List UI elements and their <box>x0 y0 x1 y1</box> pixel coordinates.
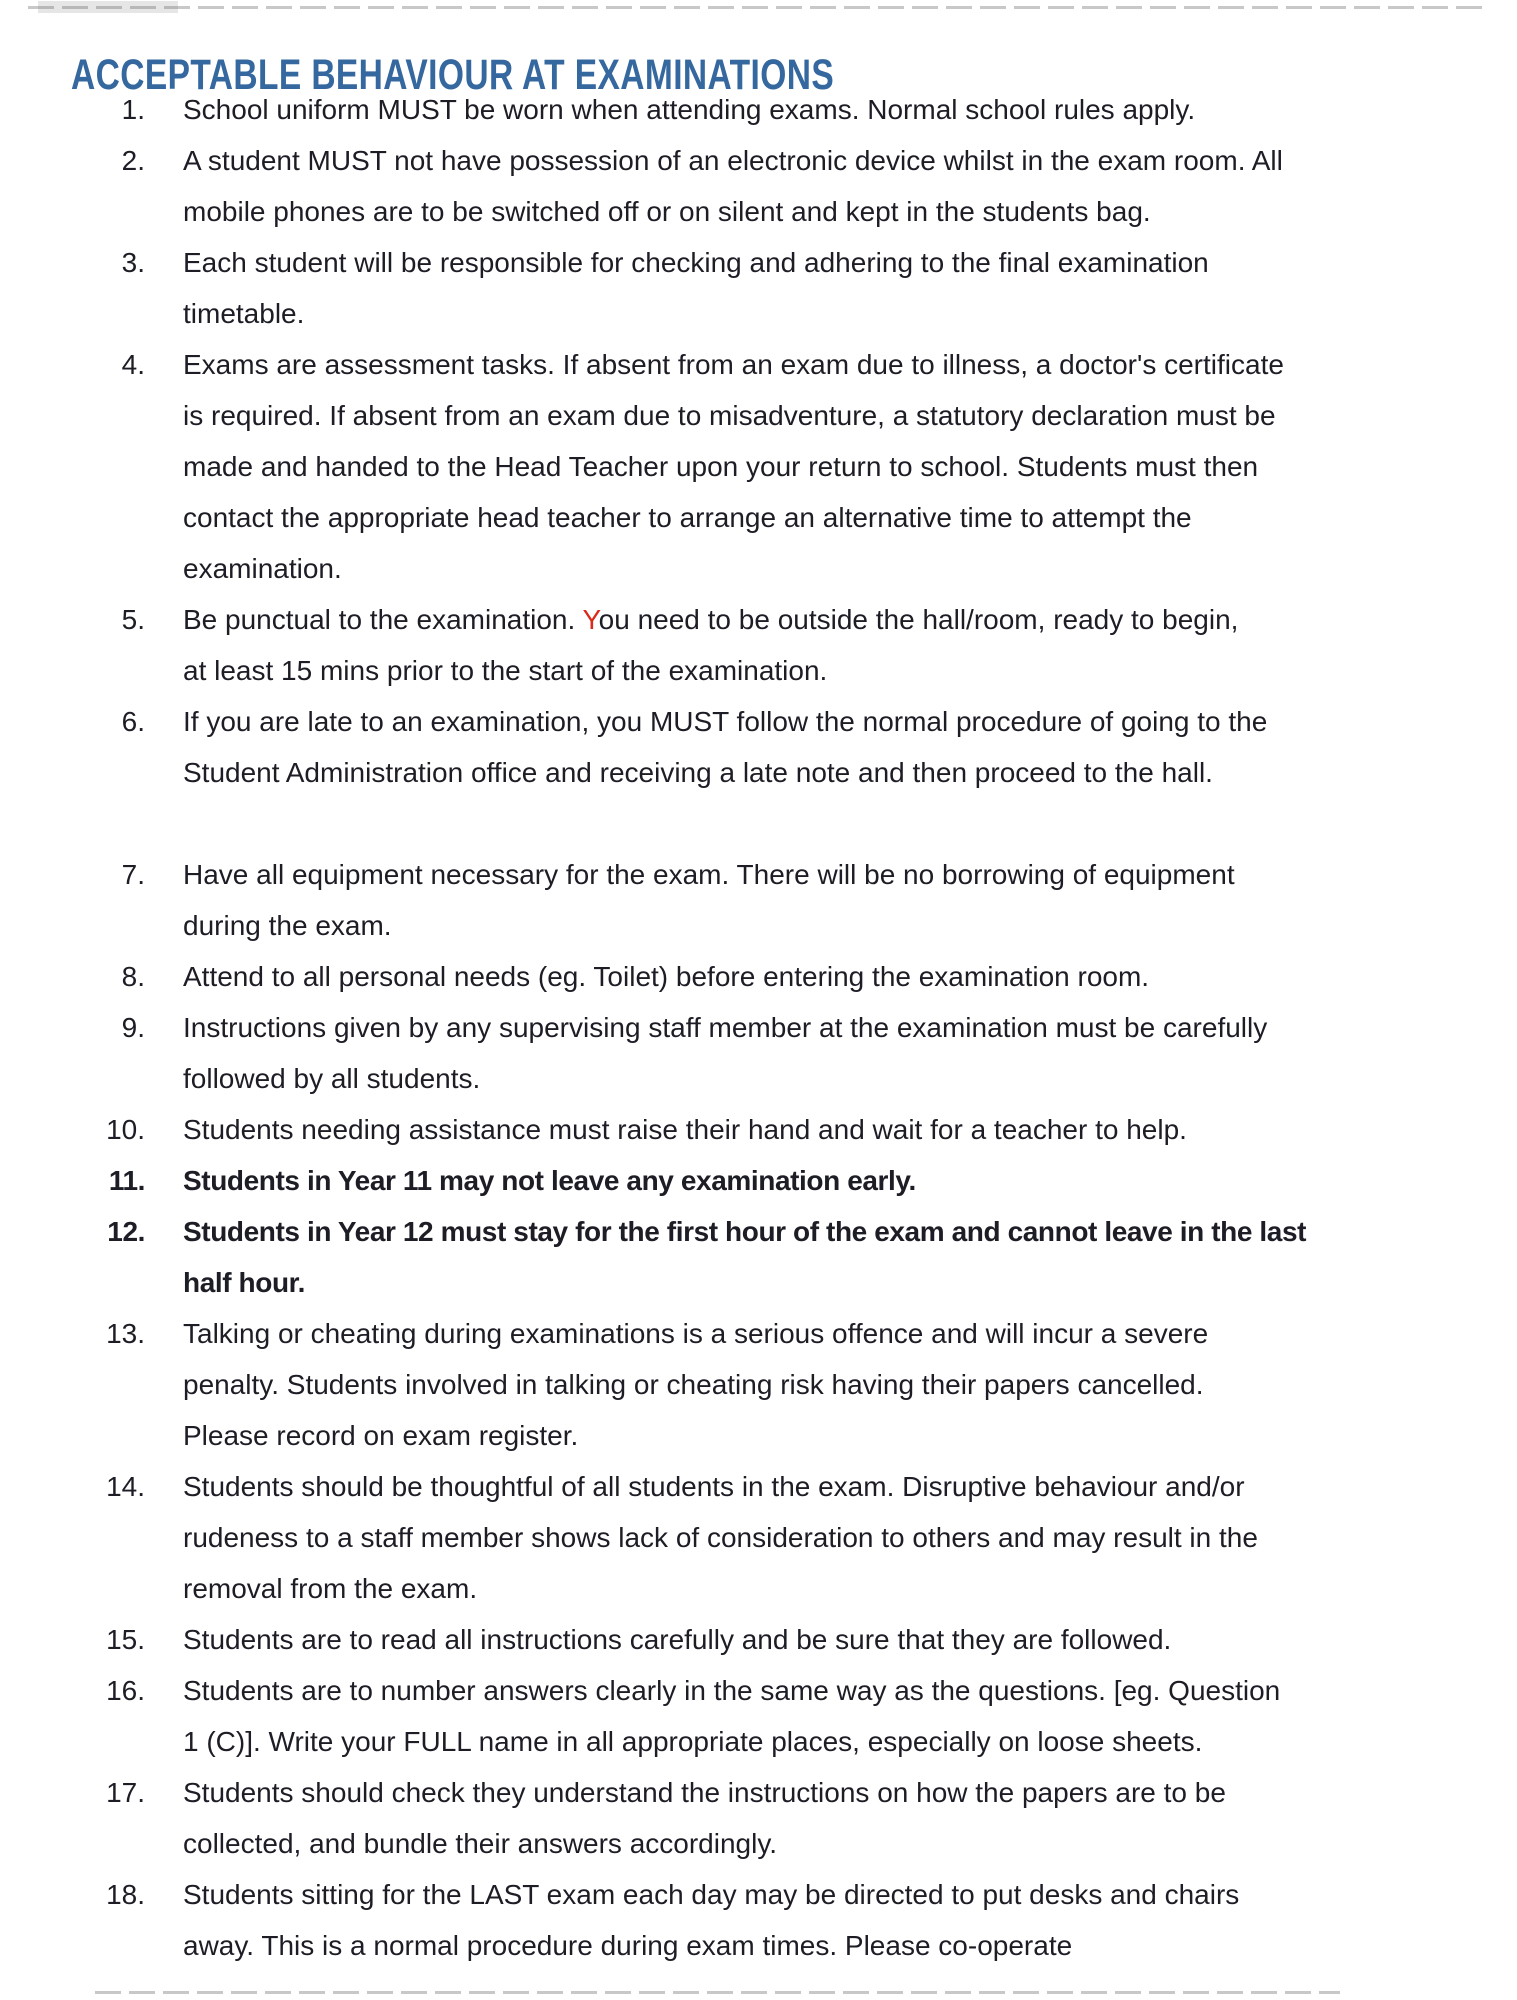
text-line: Attend to all personal needs (eg. Toilet) before entering the examination room. <box>183 961 1150 992</box>
item-number: 11. <box>108 1165 145 1196</box>
item-number: 9. <box>121 1012 145 1043</box>
list-item <box>0 594 1517 696</box>
item-text <box>183 951 1517 1002</box>
list-item <box>0 84 1517 135</box>
text-line: Students are to read all instructions carefully and be sure that they are followed. <box>183 1624 1172 1655</box>
item-number: 8. <box>121 961 145 992</box>
rules-list <box>0 84 1517 1971</box>
text-line: Exams are assessment tasks. If absent from an exam due to illness, a doctor's certificate <box>183 349 1284 380</box>
list-item <box>0 951 1517 1002</box>
text-line: Students should check they understand the instructions on how the papers are to be <box>183 1777 1226 1808</box>
text-line: collected, and bundle their answers accordingly. <box>183 1828 778 1859</box>
list-item <box>0 696 1517 798</box>
list-item <box>0 1206 1517 1308</box>
item-number: 3. <box>121 247 145 278</box>
item-text <box>183 849 1517 951</box>
text-line: Students needing assistance must raise their hand and wait for a teacher to help. <box>183 1114 1187 1145</box>
list-item <box>0 1104 1517 1155</box>
list-item <box>0 1002 1517 1104</box>
text-line: A student MUST not have possession of an electronic device whilst in the exam room. All <box>183 145 1283 176</box>
text-line: at least 15 mins prior to the start of the examination. <box>183 655 828 686</box>
list-item <box>0 237 1517 339</box>
item-text <box>183 696 1517 798</box>
text-line: Students should be thoughtful of all students in the exam. Disruptive behaviour and/or <box>183 1471 1245 1502</box>
item-text <box>183 84 1517 135</box>
item-text <box>183 1665 1517 1767</box>
text-line: followed by all students. <box>183 1063 481 1094</box>
text-line: Be punctual to the examination. You need to be outside the hall/room, ready to begin, <box>183 604 1239 635</box>
list-item <box>0 1461 1517 1614</box>
scan-artifact-bottom <box>95 1991 1340 1994</box>
item-text <box>183 1767 1517 1869</box>
item-text <box>183 1614 1517 1665</box>
text-line: made and handed to the Head Teacher upon your return to school. Students must then <box>183 451 1259 482</box>
item-text <box>183 594 1517 696</box>
item-text <box>183 237 1517 339</box>
item-text <box>183 1869 1517 1971</box>
item-number: 1. <box>121 94 145 125</box>
item-number: 2. <box>121 145 145 176</box>
text-line: away. This is a normal procedure during exam times. Please co-operate <box>183 1930 1073 1961</box>
text-line: during the exam. <box>183 910 392 941</box>
text-line: half hour. <box>183 1267 306 1298</box>
item-text <box>183 1104 1517 1155</box>
page-title: ACCEPTABLE BEHAVIOUR AT EXAMINATIONS <box>71 50 835 99</box>
text-line: Student Administration office and receiving a late note and then proceed to the hall. <box>183 757 1213 788</box>
text-line: 1 (C)]. Write your FULL name in all appropriate places, especially on loose sheets. <box>183 1726 1203 1757</box>
text-line: Students in Year 11 may not leave any examination early. <box>183 1165 916 1196</box>
text-line: is required. If absent from an exam due to misadventure, a statutory declaration must be <box>183 400 1276 431</box>
text-line: removal from the exam. <box>183 1573 478 1604</box>
scan-artifact-top-smudge <box>38 1 178 13</box>
text-line: penalty. Students involved in talking or cheating risk having their papers cancelled. <box>183 1369 1204 1400</box>
item-text <box>183 1155 1517 1206</box>
item-number: 17. <box>106 1777 145 1808</box>
list-item <box>0 135 1517 237</box>
item-number: 6. <box>121 706 145 737</box>
item-number: 10. <box>106 1114 145 1145</box>
text-line: Please record on exam register. <box>183 1420 579 1451</box>
item-number: 14. <box>106 1471 145 1502</box>
item-text <box>183 339 1517 594</box>
text-line: Students in Year 12 must stay for the first hour of the exam and cannot leave in the last <box>183 1216 1307 1247</box>
text-line: School uniform MUST be worn when attending exams. Normal school rules apply. <box>183 94 1196 125</box>
item-number: 7. <box>121 859 145 890</box>
scan-artifact-top <box>28 6 1483 9</box>
highlighted-letter: Y <box>582 604 599 635</box>
list-item <box>0 1665 1517 1767</box>
item-text <box>183 1002 1517 1104</box>
item-text <box>183 1461 1517 1614</box>
text-line: Students sitting for the LAST exam each day may be directed to put desks and chairs <box>183 1879 1240 1910</box>
text-line: If you are late to an examination, you MUST follow the normal procedure of going to the <box>183 706 1268 737</box>
list-item <box>0 1308 1517 1461</box>
text-line: Each student will be responsible for checking and adhering to the final examination <box>183 247 1209 278</box>
item-number: 15. <box>106 1624 145 1655</box>
list-item <box>0 339 1517 594</box>
item-text <box>183 1206 1517 1308</box>
text-line: contact the appropriate head teacher to arrange an alternative time to attempt the <box>183 502 1192 533</box>
item-text <box>183 135 1517 237</box>
list-item <box>0 1155 1517 1206</box>
item-text <box>183 1308 1517 1461</box>
text-line: Have all equipment necessary for the exam. There will be no borrowing of equipment <box>183 859 1235 890</box>
item-number: 16. <box>106 1675 145 1706</box>
list-item <box>0 1614 1517 1665</box>
text-line: Instructions given by any supervising staff member at the examination must be carefully <box>183 1012 1268 1043</box>
text-line: mobile phones are to be switched off or on silent and kept in the students bag. <box>183 196 1151 227</box>
text-line: rudeness to a staff member shows lack of consideration to others and may result in the <box>183 1522 1258 1553</box>
text-line: examination. <box>183 553 342 584</box>
item-number: 13. <box>106 1318 145 1349</box>
list-item <box>0 1767 1517 1869</box>
text-line: Students are to number answers clearly in the same way as the questions. [eg. Question <box>183 1675 1281 1706</box>
list-item <box>0 1869 1517 1971</box>
item-number: 18. <box>106 1879 145 1910</box>
text-line: timetable. <box>183 298 305 329</box>
item-number: 5. <box>121 604 145 635</box>
item-number: 12. <box>107 1216 145 1247</box>
list-item <box>0 849 1517 951</box>
text-line: Talking or cheating during examinations is a serious offence and will incur a severe <box>183 1318 1209 1349</box>
item-number: 4. <box>121 349 145 380</box>
